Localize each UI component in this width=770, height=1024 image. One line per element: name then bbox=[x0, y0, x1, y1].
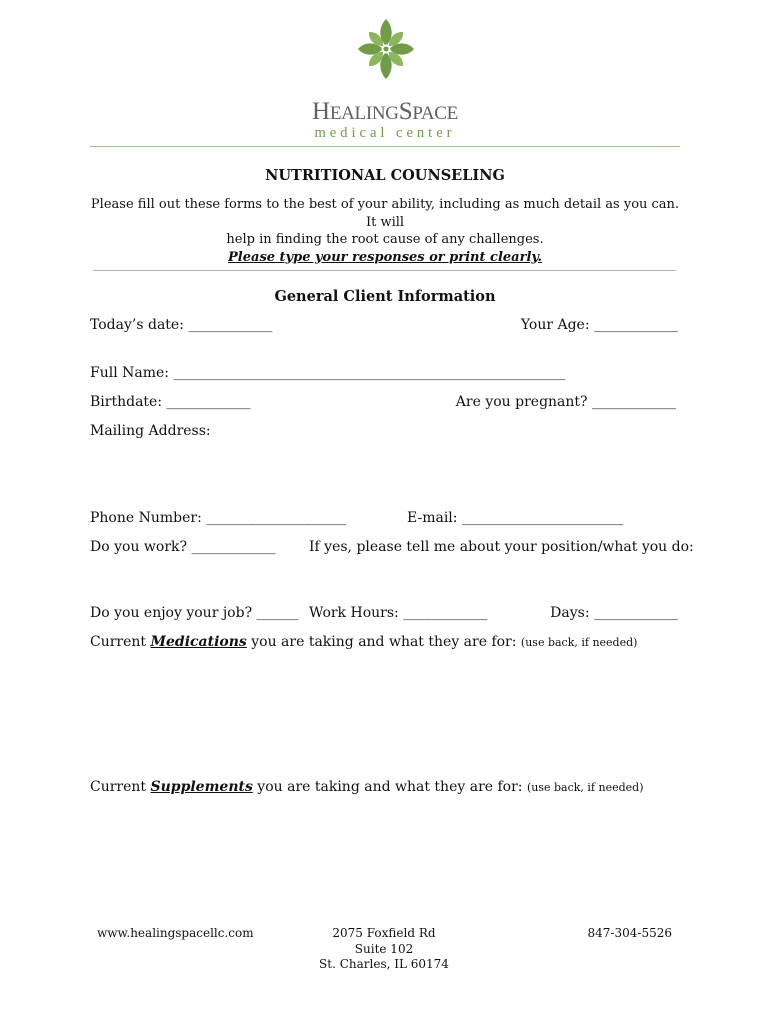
supplements-suffix: you are taking and what they are for: bbox=[252, 779, 527, 795]
leaf-flower-icon bbox=[357, 18, 415, 80]
medications-keyword: Medications bbox=[150, 634, 247, 650]
your-age-field[interactable]: Your Age: ____________ bbox=[520, 317, 678, 333]
logo-wordmark bbox=[0, 98, 770, 126]
footer-phone: 847-304-5526 bbox=[587, 926, 672, 940]
work-hours-field[interactable]: Work Hours: ____________ bbox=[309, 605, 488, 621]
supplements-prompt bbox=[90, 779, 644, 795]
pregnant-field[interactable]: Are you pregnant? ____________ bbox=[455, 394, 676, 410]
work-followup-label: If yes, please tell me about your position/what you do: bbox=[309, 539, 694, 555]
todays-date-field[interactable]: Today’s date: ____________ bbox=[90, 317, 273, 333]
logo-initial-h: H bbox=[312, 98, 330, 125]
do-you-work-field[interactable]: Do you work? ____________ bbox=[90, 539, 276, 555]
supplements-note: (use back, if needed) bbox=[526, 781, 644, 794]
phone-field[interactable]: Phone Number: ____________________ bbox=[90, 510, 347, 526]
footer-website[interactable]: www.healingspacellc.com bbox=[97, 926, 254, 940]
section-heading: General Client Information bbox=[274, 288, 496, 305]
footer-address-line-3: St. Charles, IL 60174 bbox=[319, 957, 449, 971]
supplements-keyword: Supplements bbox=[150, 779, 253, 795]
mailing-address-area[interactable] bbox=[90, 442, 680, 502]
work-description-area[interactable] bbox=[90, 558, 680, 602]
birthdate-field[interactable]: Birthdate: ____________ bbox=[90, 394, 251, 410]
days-field[interactable]: Days: ____________ bbox=[550, 605, 678, 621]
form-title: NUTRITIONAL COUNSELING bbox=[265, 167, 505, 184]
footer-address-line-2: Suite 102 bbox=[354, 941, 414, 956]
medications-prompt bbox=[90, 634, 637, 650]
email-field[interactable]: E-mail: _______________________ bbox=[407, 510, 623, 526]
intro-emphasis: Please type your responses or print clearly. bbox=[228, 249, 542, 265]
logo bbox=[0, 18, 770, 141]
intro-line-1: Please fill out these forms to the best of your ability, including as much detail as you can. It will bbox=[90, 197, 680, 230]
logo-word-ealing: EALING bbox=[329, 103, 399, 124]
logo-subtitle: medical center bbox=[314, 125, 456, 141]
header-divider bbox=[90, 146, 680, 147]
supplements-prefix: Current bbox=[90, 779, 151, 795]
footer-address bbox=[284, 926, 484, 973]
supplements-area[interactable] bbox=[90, 802, 680, 914]
logo-initial-s: S bbox=[398, 98, 413, 125]
intro-line-2: help in finding the root cause of any challenges. bbox=[226, 232, 544, 247]
form-intro bbox=[90, 196, 680, 266]
logo-word-pace: PACE bbox=[412, 103, 458, 124]
medications-prefix: Current bbox=[90, 634, 151, 650]
footer-address-line-1: 2075 Foxfield Rd bbox=[332, 926, 436, 940]
enjoy-job-field[interactable]: Do you enjoy your job? ______ bbox=[90, 605, 299, 621]
section-divider bbox=[93, 270, 676, 271]
medications-area[interactable] bbox=[90, 656, 680, 774]
medications-note: (use back, if needed) bbox=[520, 636, 638, 649]
mailing-address-label: Mailing Address: bbox=[90, 423, 211, 439]
full-name-field[interactable]: Full Name: ________________________________________________________ bbox=[90, 365, 566, 381]
medications-suffix: you are taking and what they are for: bbox=[246, 634, 521, 650]
